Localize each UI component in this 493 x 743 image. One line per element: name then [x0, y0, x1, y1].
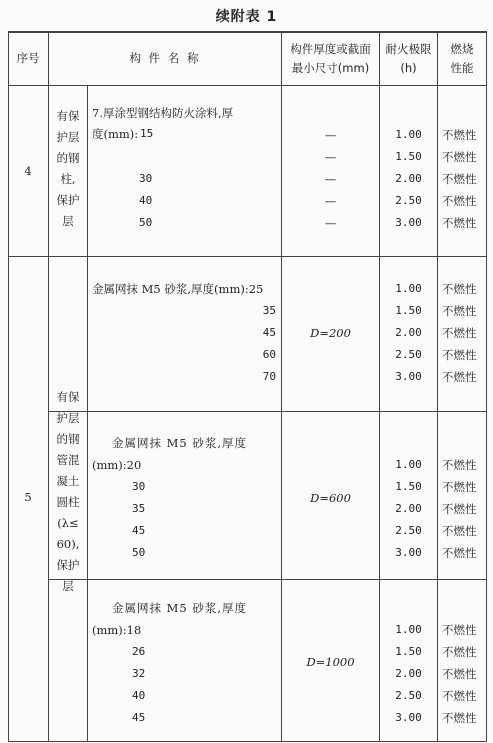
group2-fire: 1.00	[395, 458, 422, 471]
group2-burn: 不燃性	[442, 502, 477, 516]
group2-fire: 2.50	[395, 524, 422, 537]
group3-value: 45	[132, 711, 146, 724]
fire-resistance-table	[8, 31, 487, 742]
group1-value: 70	[262, 370, 276, 383]
group2-burn: 不燃性	[442, 458, 477, 472]
row4-item-line2-prefix: 度(mm):	[92, 127, 139, 141]
group2-burn: 不燃性	[442, 546, 477, 560]
table-top-border	[8, 31, 487, 33]
group3-burn: 不燃性	[442, 645, 477, 659]
group1-fire: 2.00	[395, 326, 422, 339]
row5-group1-bottom-border	[48, 411, 487, 412]
group3-thickness: D=1000	[306, 655, 355, 669]
table-title: 续附表 1	[215, 9, 278, 25]
group3-burn: 不燃性	[442, 667, 477, 681]
row4-burn: 不燃性	[442, 216, 477, 230]
group3-value: 26	[132, 645, 146, 658]
row4-number: 4	[24, 164, 32, 178]
col-fire-divider	[437, 31, 438, 742]
group1-burn: 不燃性	[442, 348, 477, 362]
group1-value: 35	[262, 304, 276, 317]
col-category-divider	[87, 86, 88, 742]
group1-burn: 不燃性	[442, 326, 477, 340]
group3-label-line2: (mm):18	[92, 623, 142, 637]
row4-item-value: 50	[139, 216, 153, 229]
row5-group2-bottom-border	[48, 579, 487, 580]
group3-fire: 1.50	[395, 645, 422, 658]
header-fire-line1: 耐火极限	[385, 42, 432, 56]
group1-burn: 不燃性	[442, 304, 477, 318]
col-left-border	[8, 31, 9, 742]
row4-thickness: —	[324, 194, 337, 208]
group1-fire: 1.50	[395, 304, 422, 317]
header-bottom-border	[8, 85, 487, 86]
group2-label-line1: 金属网抹 M5 砂浆,厚度	[112, 436, 248, 450]
row4-fire: 1.00	[395, 128, 422, 141]
header-burn-line1: 燃烧	[450, 42, 474, 56]
row4-thickness: —	[324, 216, 337, 230]
group3-label-line1: 金属网抹 M5 砂浆,厚度	[112, 601, 248, 615]
group2-burn: 不燃性	[442, 524, 477, 538]
group1-value: 60	[262, 348, 276, 361]
group2-fire: 1.50	[395, 480, 422, 493]
group3-burn: 不燃性	[442, 711, 477, 725]
group1-label: 金属网抹 M5 砂浆,厚度(mm):25	[92, 282, 264, 296]
group2-fire: 2.00	[395, 502, 422, 515]
group3-fire: 3.00	[395, 711, 422, 724]
group2-thickness: D=600	[310, 491, 351, 505]
group1-burn: 不燃性	[442, 282, 477, 296]
group3-value: 40	[132, 689, 146, 702]
row4-thickness: —	[324, 150, 337, 164]
group1-value: 45	[262, 326, 276, 339]
group3-value: 32	[132, 667, 146, 680]
group1-fire: 3.00	[395, 370, 422, 383]
group3-burn: 不燃性	[442, 689, 477, 703]
header-thickness-line2: 最小尺寸(mm)	[291, 61, 370, 75]
row4-thickness: —	[324, 128, 337, 142]
group2-value: 30	[132, 480, 146, 493]
header-name: 构 件 名 称	[129, 51, 201, 65]
row4-item-line1: 7.厚涂型钢结构防火涂料,厚	[92, 106, 234, 120]
group1-burn: 不燃性	[442, 370, 477, 384]
header-thickness-line1: 构件厚度或截面	[290, 42, 371, 56]
row4-burn: 不燃性	[442, 128, 477, 142]
group1-fire: 1.00	[395, 282, 422, 295]
row4-fire: 2.00	[395, 172, 422, 185]
row4-bottom-border	[8, 256, 487, 257]
header-fire-line2: (h)	[400, 61, 417, 75]
group3-fire: 2.00	[395, 667, 422, 680]
group3-fire: 1.00	[395, 623, 422, 636]
group2-fire: 3.00	[395, 546, 422, 559]
group2-value: 45	[132, 524, 146, 537]
row4-fire: 2.50	[395, 194, 422, 207]
group2-value: 35	[132, 502, 146, 515]
row4-fire: 3.00	[395, 216, 422, 229]
header-no: 序号	[16, 51, 40, 65]
header-burn-line2: 性能	[450, 61, 474, 75]
row4-burn: 不燃性	[442, 194, 477, 208]
group2-value: 50	[132, 546, 146, 559]
row4-item-first-value: 15	[140, 127, 154, 140]
row5-category: 有保 护层 的钢 管混 凝土 圆柱 (λ≤ 60), 保护 层	[56, 390, 80, 593]
group3-burn: 不燃性	[442, 623, 477, 637]
group1-thickness: D=200	[310, 326, 351, 340]
row4-thickness: —	[324, 172, 337, 186]
row4-fire: 1.50	[395, 150, 422, 163]
group2-label-line2: (mm):20	[92, 458, 142, 472]
row4-burn: 不燃性	[442, 150, 477, 164]
row4-category: 有保 护层 的钢 柱, 保护 层	[56, 109, 80, 228]
group1-fire: 2.50	[395, 348, 422, 361]
row5-number: 5	[24, 490, 32, 504]
row4-item-value: 40	[139, 194, 153, 207]
group2-burn: 不燃性	[442, 480, 477, 494]
col-right-border	[486, 31, 487, 742]
row4-item-value: 30	[139, 172, 153, 185]
table-bottom-border	[8, 741, 487, 742]
group3-fire: 2.50	[395, 689, 422, 702]
row4-burn: 不燃性	[442, 172, 477, 186]
